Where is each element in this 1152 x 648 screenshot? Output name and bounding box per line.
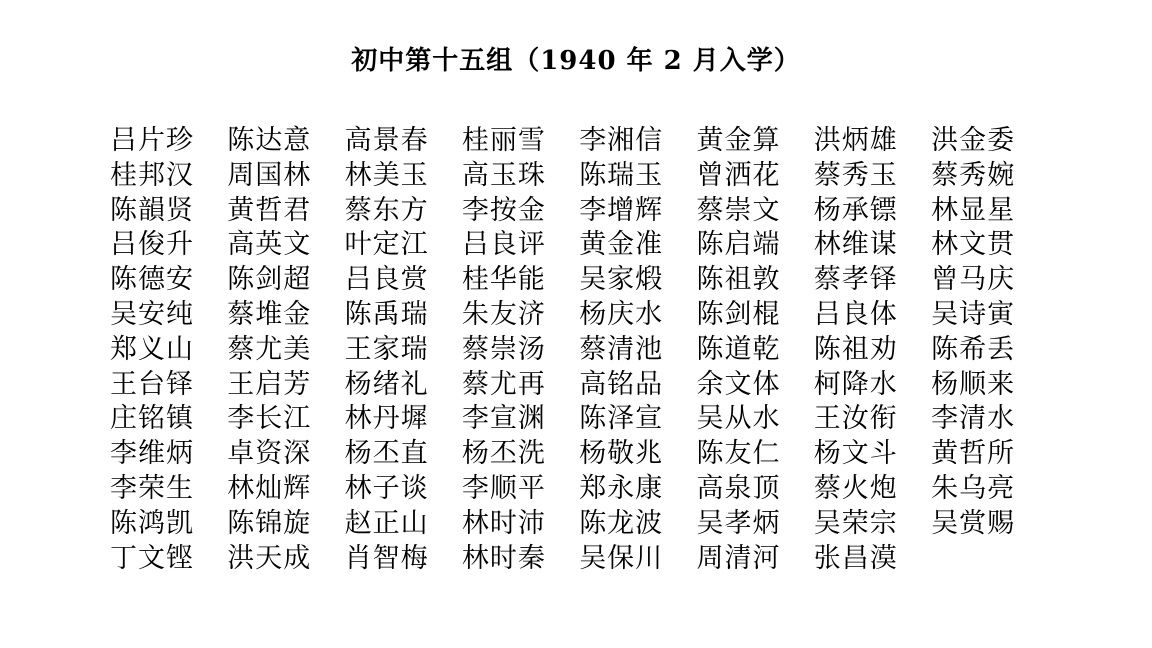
student-name: 高英文	[227, 229, 312, 261]
student-name: 吴孝炳	[696, 507, 781, 539]
student-name: 陈祖劝	[813, 333, 898, 365]
student-name: 王台铎	[110, 368, 194, 400]
student-name: 庄铭镇	[110, 403, 194, 435]
student-name: 柯降水	[813, 368, 898, 400]
student-name: 高铭品	[579, 368, 664, 400]
student-name: 吕良体	[813, 298, 898, 330]
student-name: 蔡秀玉	[813, 159, 898, 191]
student-name: 陈启端	[696, 229, 781, 261]
student-name: 肖智梅	[344, 542, 429, 574]
student-name: 吴赏赐	[931, 507, 1016, 539]
student-name: 陈鸿凯	[110, 507, 194, 539]
student-name: 陈剑超	[227, 264, 312, 296]
student-name: 朱友济	[461, 298, 546, 330]
student-name: 叶定江	[344, 229, 429, 261]
student-name: 林文贯	[931, 229, 1016, 261]
student-name: 蔡崇汤	[461, 333, 546, 365]
student-name: 蔡尤再	[461, 368, 546, 400]
student-name: 李清水	[931, 403, 1016, 435]
student-name: 陈泽宣	[579, 403, 664, 435]
student-name: 吴诗寅	[931, 298, 1016, 330]
student-name: 桂华能	[461, 264, 546, 296]
student-name: 周国林	[227, 159, 312, 191]
student-name: 陈希丢	[931, 333, 1016, 365]
student-name: 蔡东方	[344, 194, 429, 226]
student-name: 林时秦	[461, 542, 546, 574]
student-name-list	[110, 124, 1050, 576]
student-name: 陈剑棍	[696, 298, 781, 330]
student-name: 林显星	[931, 194, 1016, 226]
student-name: 周清河	[696, 542, 781, 574]
student-name: 林美玉	[344, 159, 429, 191]
student-name: 曾马庆	[931, 264, 1016, 296]
student-name: 杨绪礼	[344, 368, 429, 400]
student-name: 桂丽雪	[461, 125, 546, 156]
student-name: 蔡孝铎	[813, 264, 898, 296]
student-name: 林维谋	[813, 229, 898, 261]
student-name: 蔡清池	[579, 333, 664, 365]
student-name: 高景春	[344, 125, 429, 156]
student-name: 杨丕洗	[461, 438, 546, 470]
student-name: 吕片珍	[110, 125, 194, 156]
student-name: 赵正山	[344, 507, 429, 539]
student-name: 吕俊升	[110, 229, 194, 261]
student-name: 朱乌亮	[931, 472, 1016, 504]
student-name: 卓资深	[227, 438, 312, 470]
student-name: 余文体	[696, 368, 781, 400]
student-name: 陈锦旋	[227, 507, 312, 539]
student-name: 李增辉	[579, 194, 664, 226]
student-name: 洪炳雄	[813, 125, 898, 156]
student-name: 吴家煅	[579, 264, 664, 296]
student-name: 洪天成	[227, 542, 312, 574]
student-name: 桂邦汉	[110, 159, 194, 191]
student-name: 林时沛	[461, 507, 546, 539]
student-name: 陈韻贤	[110, 194, 194, 226]
student-name: 吴从水	[696, 403, 781, 435]
student-name: 陈友仁	[696, 438, 781, 470]
student-name: 吕良评	[461, 229, 546, 261]
student-name: 郑义山	[110, 333, 194, 365]
student-name: 王启芳	[227, 368, 312, 400]
student-name: 李湘信	[579, 125, 664, 156]
student-name: 蔡堆金	[227, 298, 312, 330]
student-name: 李宣渊	[461, 403, 546, 435]
student-name: 蔡尤美	[227, 333, 312, 365]
student-name: 陈瑞玉	[579, 159, 664, 191]
student-name: 李长江	[227, 403, 312, 435]
student-name: 丁文铿	[110, 542, 194, 574]
student-name: 林丹墀	[344, 403, 429, 435]
student-name: 林灿辉	[227, 472, 312, 504]
student-name: 杨文斗	[813, 438, 898, 470]
student-name: 王汝衔	[813, 403, 898, 435]
student-name: 陈道乾	[696, 333, 781, 365]
page-title: 初中第十五组（1940 年 2 月入学）	[351, 46, 801, 76]
student-name: 林子谈	[344, 472, 429, 504]
student-name: 曾洒花	[696, 159, 781, 191]
student-name: 高玉珠	[461, 159, 546, 191]
student-name: 高泉顶	[696, 472, 781, 504]
student-name: 吴荣宗	[813, 507, 898, 539]
student-name: 杨顺来	[931, 368, 1016, 400]
student-name: 吴保川	[579, 542, 664, 574]
student-name: 黄金准	[579, 229, 664, 261]
student-name: 吴安纯	[110, 298, 194, 330]
student-name: 洪金委	[931, 125, 1016, 156]
student-name: 蔡秀婉	[931, 159, 1016, 191]
student-name: 王家瑞	[344, 333, 429, 365]
student-name: 杨敬兆	[579, 438, 664, 470]
student-name: 陈龙波	[579, 507, 664, 539]
student-name: 李按金	[461, 194, 546, 226]
student-name: 黄金算	[696, 125, 781, 156]
student-name: 蔡火炮	[813, 472, 898, 504]
student-name: 吕良赏	[344, 264, 429, 296]
student-name: 杨丕直	[344, 438, 429, 470]
student-name: 陈祖敦	[696, 264, 781, 296]
student-name: 蔡崇文	[696, 194, 781, 226]
student-name: 杨承镖	[813, 194, 898, 226]
student-name: 陈德安	[110, 264, 194, 296]
student-name: 陈禹瑞	[344, 298, 429, 330]
student-name: 杨庆水	[579, 298, 664, 330]
student-name: 张昌漠	[813, 542, 898, 574]
student-name: 李顺平	[461, 472, 546, 504]
student-name: 黄哲君	[227, 194, 312, 226]
student-name: 李荣生	[110, 472, 194, 504]
student-name: 陈达意	[227, 125, 312, 156]
student-name: 李维炳	[110, 438, 194, 470]
student-name: 黄哲所	[931, 438, 1016, 470]
student-name: 郑永康	[579, 472, 664, 504]
